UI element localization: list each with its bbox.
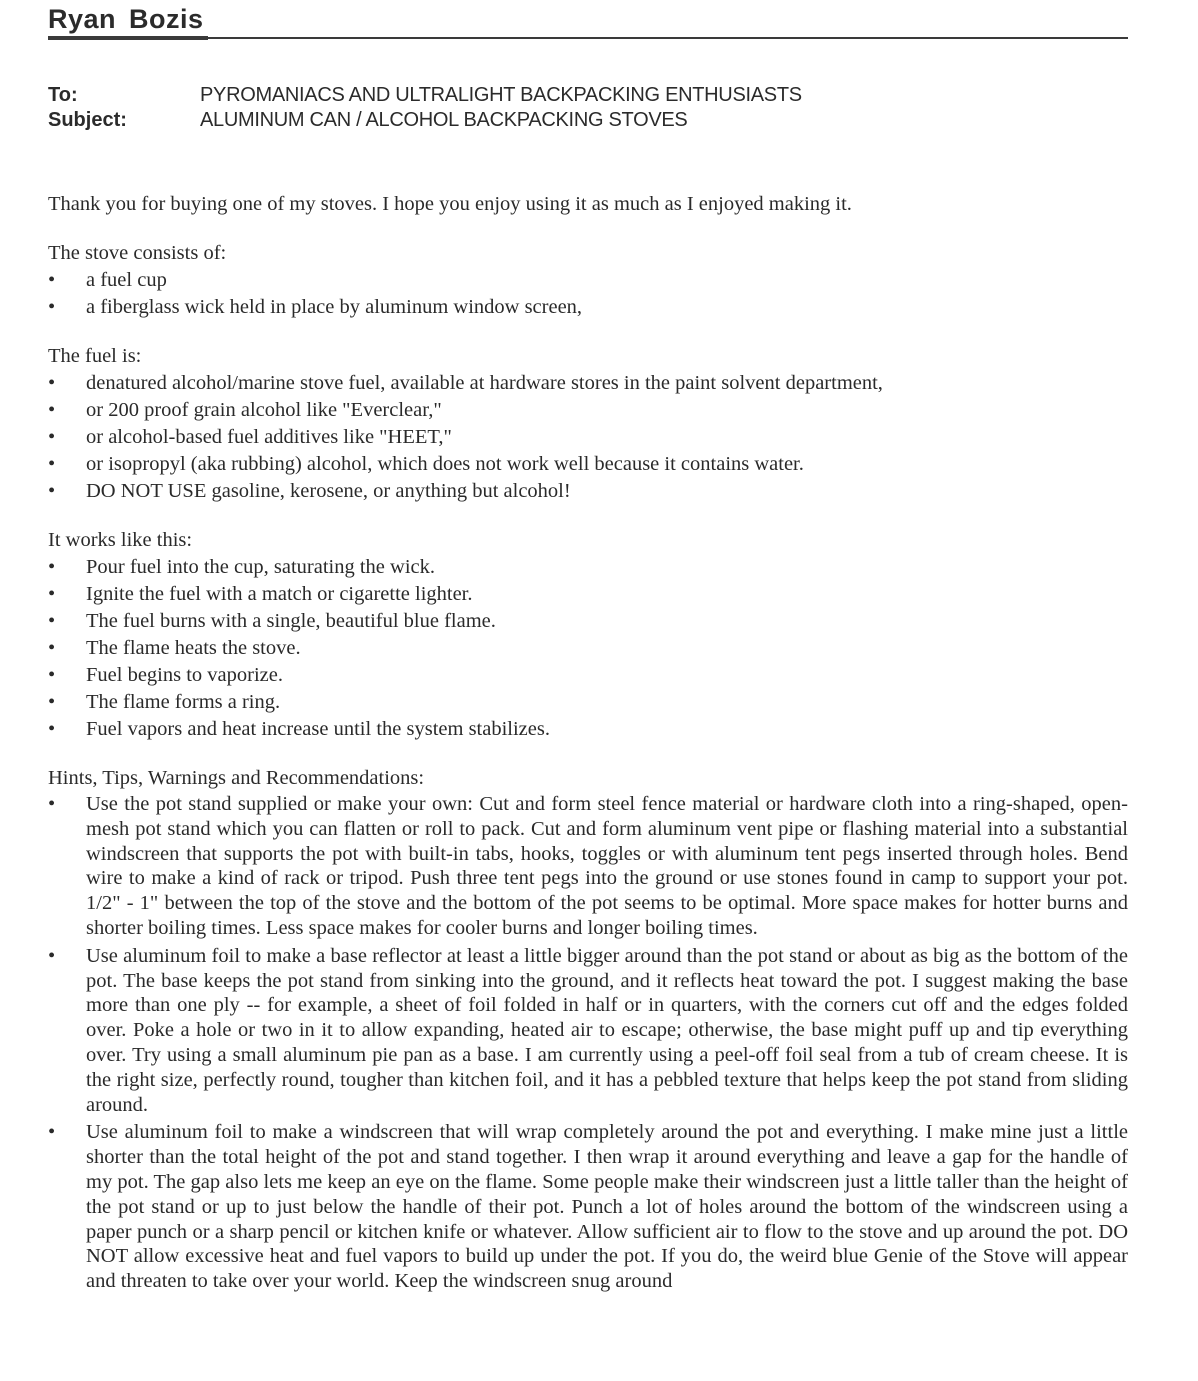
document-body — [48, 191, 1128, 1316]
subject-label: Subject: — [48, 109, 127, 131]
section-hints — [48, 765, 1128, 1294]
list-item: • Use aluminum foil to make a windscreen that will wrap completely around the pot and everything. I make mine just a little shorter than the total height of the pot and stand together. I then wrap it around everything and leave a gap for the handle of my pot. The gap also lets me keep an eye on the flame. Some people make their windscreen just a little taller than the height of the pot stand or up to just below the handle of their pot. Punch a lot of holes around the bottom of the windscreen using a paper punch or a sharp pencil or kitchen knife or whatever. Allow sufficient air to flow to the stove and up around the pot. DO NOT allow excessive heat and fuel vapors to build up under the pot. If you do, the weird blue Genie of the Stove will appear and threaten to take over your world. Keep the windscreen snug around — [48, 1120, 1128, 1294]
list-item: • Fuel vapors and heat increase until the system stabilizes. — [48, 716, 1128, 743]
list-item: • Fuel begins to vaporize. — [48, 662, 1128, 689]
list-item: • The flame heats the stove. — [48, 635, 1128, 662]
list-item: • Use the pot stand supplied or make your own: Cut and form steel fence material or hardware cloth into a ring-shaped, open-mesh pot stand which you can flatten or roll to pack. Cut and form aluminum vent pipe or flashing material into a substantial windscreen that supports the pot with built-in tabs, hooks, toggles or with aluminum tent pegs inserted through holes. Bend wire to make a kind of rack or tripod. Push three tent pegs into the ground or use stones found in camp to support your pot. 1/2" - 1" between the top of the stove and the bottom of the pot seems to be optimal. More space makes for hotter burns and shorter boiling times. Less space makes for cooler burns and longer boiling times. — [48, 792, 1128, 941]
list-item: • a fiberglass wick held in place by aluminum window screen, — [48, 294, 1128, 321]
bullet-list — [48, 370, 1128, 505]
list-item: • Ignite the fuel with a match or cigarette lighter. — [48, 581, 1128, 608]
section-heading: The fuel is: — [48, 345, 142, 367]
section-fuel — [48, 343, 1128, 505]
bullet-list — [48, 267, 1128, 321]
list-item: • Use aluminum foil to make a base reflector at least a little bigger around than the pot stand or about as big as the bottom of the pot. The base keeps the pot stand from sinking into the ground, and it reflects heat toward the pot. I suggest making the base more than one ply -- for example, a sheet of foil folded in half or in quarters, with the corners cut off and the edges folded over. Poke a hole or two in it to allow expanding, heated air to escape; otherwise, the base might puff up and tip everything over. Try using a small aluminum pie pan as a base. I am currently using a peel-off foil seal from a tub of cream cheese. It is the right size, perfectly round, tougher than kitchen foil, and it has a pebbled texture that helps keep the pot stand from sliding around. — [48, 944, 1128, 1118]
section-heading: It works like this: — [48, 529, 193, 551]
memo-subject-row — [48, 108, 802, 133]
memo-to-row — [48, 83, 802, 108]
section-heading: Hints, Tips, Warnings and Recommendations: — [48, 767, 425, 789]
author-name: Ryan Bozis — [48, 4, 204, 34]
memo-header — [48, 83, 802, 133]
list-item: • or alcohol-based fuel additives like "HEET," — [48, 424, 1128, 451]
list-item: • Pour fuel into the cup, saturating the wick. — [48, 554, 1128, 581]
section-stove-parts — [48, 240, 1128, 321]
list-item: • The flame forms a ring. — [48, 689, 1128, 716]
intro-paragraph: Thank you for buying one of my stoves. I hope you enjoy using it as much as I enjoyed making it. — [48, 193, 852, 215]
list-item: • or 200 proof grain alcohol like "Everclear," — [48, 397, 1128, 424]
header-rule — [48, 37, 1128, 39]
section-how-it-works — [48, 527, 1128, 743]
to-value: PYROMANIACS AND ULTRALIGHT BACKPACKING ENTHUSIASTS — [200, 84, 802, 106]
to-label: To: — [48, 84, 78, 106]
list-item: • The fuel burns with a single, beautiful blue flame. — [48, 608, 1128, 635]
bullet-list — [48, 554, 1128, 743]
bullet-list — [48, 792, 1128, 1294]
list-item: • denatured alcohol/marine stove fuel, available at hardware stores in the paint solvent department, — [48, 370, 1128, 397]
list-item: • a fuel cup — [48, 267, 1128, 294]
list-item: • DO NOT USE gasoline, kerosene, or anything but alcohol! — [48, 478, 1128, 505]
list-item: • or isopropyl (aka rubbing) alcohol, which does not work well because it contains water. — [48, 451, 1128, 478]
subject-value: ALUMINUM CAN / ALCOHOL BACKPACKING STOVES — [200, 109, 688, 131]
section-heading: The stove consists of: — [48, 242, 227, 264]
